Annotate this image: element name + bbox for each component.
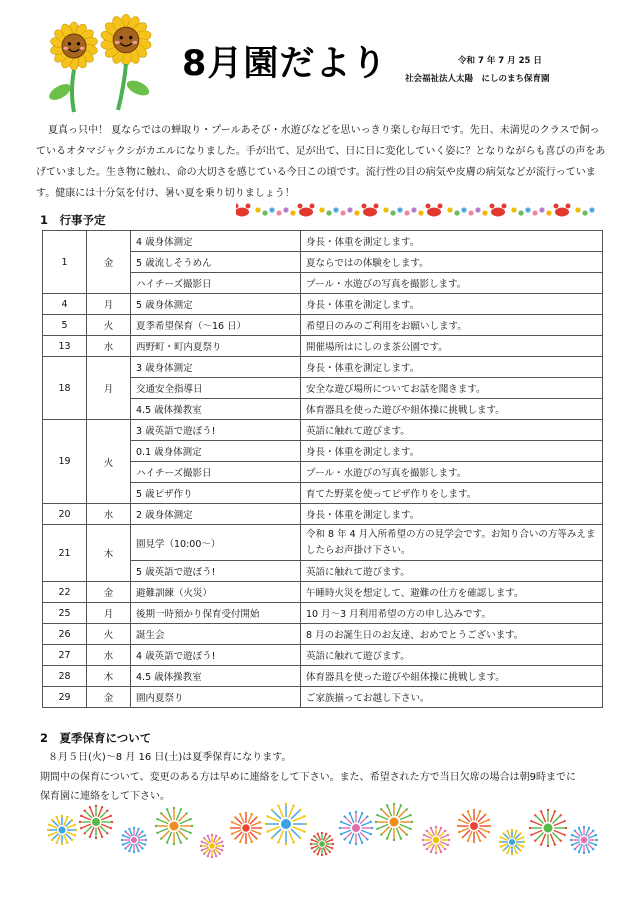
table-row (43, 525, 603, 561)
table-row (43, 294, 603, 315)
organization-name: 社会福祉法人太陽 にしのまち保育園 (405, 74, 550, 84)
event-note: 身長・体重を測定します。 (301, 231, 603, 252)
table-row (43, 231, 603, 252)
event-note: 令和 8 年 4 月入所希望の方の見学会です。お知り合いの方等みえましたらお声掛け下さい。 (301, 525, 603, 561)
event-note: 体育器具を使った遊びや組体操に挑戦します。 (301, 666, 603, 687)
event-name: 後期一時預かり保育受付開始 (131, 603, 301, 624)
event-weekday: 水 (87, 336, 131, 357)
event-note: 育てた野菜を使ってピザ作りをします。 (301, 483, 603, 504)
page-title: 8月園だより (182, 44, 388, 84)
event-name: 4 歳英語で遊ぼう! (131, 645, 301, 666)
event-name: 2 歳身体測定 (131, 504, 301, 525)
event-note: プール・水遊びの写真を撮影します。 (301, 273, 603, 294)
event-weekday: 月 (87, 357, 131, 420)
event-name: 誕生会 (131, 624, 301, 645)
table-row (43, 357, 603, 378)
event-weekday: 金 (87, 582, 131, 603)
events-table (42, 230, 603, 708)
event-date: 26 (43, 624, 87, 645)
table-row (43, 582, 603, 603)
event-name: 夏季希望保育（～16 日） (131, 315, 301, 336)
event-note: 8 月のお誕生日のお友達、おめでとうございます。 (301, 624, 603, 645)
event-weekday: 金 (87, 231, 131, 294)
event-note: 希望日のみのご利用をお願いします。 (301, 315, 603, 336)
event-name: 5 歳身体測定 (131, 294, 301, 315)
crab-bead-garland (236, 200, 596, 222)
event-name: 3 歳英語で遊ぼう! (131, 420, 301, 441)
event-note: 英語に触れて遊びます。 (301, 420, 603, 441)
event-weekday: 月 (87, 603, 131, 624)
fireworks-illustration (44, 800, 604, 870)
table-row (43, 315, 603, 336)
issue-date: 令和 7 年 7 月 25 日 (458, 56, 542, 66)
event-date: 4 (43, 294, 87, 315)
event-name: 5 歳ピザ作り (131, 483, 301, 504)
event-weekday: 月 (87, 294, 131, 315)
event-note: 体育器具を使った遊びや組体操に挑戦します。 (301, 399, 603, 420)
event-name: 4.5 歳体操教室 (131, 666, 301, 687)
event-name: 避難訓練（火災） (131, 582, 301, 603)
event-note: ご家族揃ってお越し下さい。 (301, 687, 603, 708)
event-note: 身長・体重を測定します。 (301, 294, 603, 315)
summer-care-line: 期間中の保育について、変更のある方は早めに連絡をして下さい。また、希望された方で当日欠席の場合は朝9時までに (40, 772, 576, 783)
event-note: 10 月～3 月利用希望の方の申し込みです。 (301, 603, 603, 624)
event-date: 27 (43, 645, 87, 666)
event-weekday: 火 (87, 420, 131, 504)
event-weekday: 水 (87, 645, 131, 666)
event-note: 午睡時火災を想定して、避難の仕方を確認します。 (301, 582, 603, 603)
sunflower-illustration (40, 14, 158, 114)
event-name: 5 歳流しそうめん (131, 252, 301, 273)
summer-care-line: 保育園に連絡をして下さい。 (40, 791, 170, 802)
event-weekday: 火 (87, 315, 131, 336)
event-note: 夏ならではの体験をします。 (301, 252, 603, 273)
table-row (43, 336, 603, 357)
event-date: 1 (43, 231, 87, 294)
section-heading-events: 1 行事予定 (40, 213, 106, 227)
table-row (43, 603, 603, 624)
table-row (43, 687, 603, 708)
event-note: 身長・体重を測定します。 (301, 504, 603, 525)
event-date: 25 (43, 603, 87, 624)
event-name: 西野町・町内夏祭り (131, 336, 301, 357)
event-name: 園見学（10:00～） (131, 525, 301, 561)
event-weekday: 金 (87, 687, 131, 708)
event-date: 20 (43, 504, 87, 525)
event-date: 5 (43, 315, 87, 336)
table-row (43, 504, 603, 525)
event-name: ハイチーズ撮影日 (131, 462, 301, 483)
event-note: 英語に触れて遊びます。 (301, 561, 603, 582)
section-heading-summer-care: 2 夏季保育について (40, 731, 152, 745)
table-row (43, 624, 603, 645)
event-date: 18 (43, 357, 87, 420)
event-name: 交通安全指導日 (131, 378, 301, 399)
event-date: 21 (43, 525, 87, 582)
event-name: 4.5 歳体操教室 (131, 399, 301, 420)
event-note: 開催場所はにしのま茶公園です。 (301, 336, 603, 357)
event-note: 身長・体重を測定します。 (301, 357, 603, 378)
summer-care-line: ８月５日(火)～8 月 16 日(土)は夏季保育になります。 (48, 752, 292, 763)
event-note: プール・水遊びの写真を撮影します。 (301, 462, 603, 483)
event-name: ハイチーズ撮影日 (131, 273, 301, 294)
event-weekday: 木 (87, 666, 131, 687)
event-name: 4 歳身体測定 (131, 231, 301, 252)
table-row (43, 420, 603, 441)
event-date: 19 (43, 420, 87, 504)
event-date: 22 (43, 582, 87, 603)
event-weekday: 水 (87, 504, 131, 525)
event-weekday: 木 (87, 525, 131, 582)
intro-paragraph: 夏真っ只中！ 夏ならではの蝉取り・プールあそび・水遊びなどを思いっきり楽しむ毎日です。先日、未満児のクラスで飼っているオタマジャクシがカエルになりました。手が出て、足が出て、日に日に変化していく姿に？となりながらも喜びの声をあげていました。生き物に触れ、命の大切さを感じている今日この頃です。流行性の目の病気や皮膚の病気などが流行っています。健康には十分気を付け、暑い夏を乗り切りましょう！ (36, 125, 606, 199)
event-date: 29 (43, 687, 87, 708)
table-row (43, 666, 603, 687)
event-date: 28 (43, 666, 87, 687)
event-date: 13 (43, 336, 87, 357)
event-note: 身長・体重を測定します。 (301, 441, 603, 462)
event-note: 安全な遊び場所についてお話を聞きます。 (301, 378, 603, 399)
table-row (43, 645, 603, 666)
event-name: 0.1 歳身体測定 (131, 441, 301, 462)
event-name: 5 歳英語で遊ぼう! (131, 561, 301, 582)
event-name: 3 歳身体測定 (131, 357, 301, 378)
event-note: 英語に触れて遊びます。 (301, 645, 603, 666)
event-weekday: 火 (87, 624, 131, 645)
event-name: 園内夏祭り (131, 687, 301, 708)
